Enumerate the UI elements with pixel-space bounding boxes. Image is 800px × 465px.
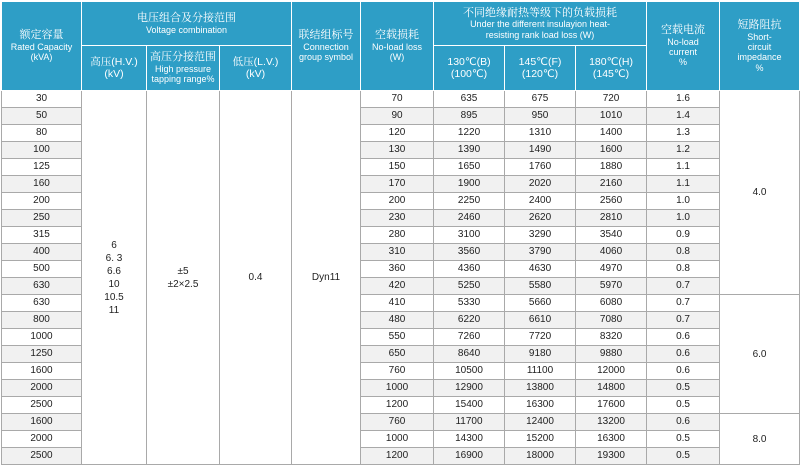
cell-load-loss-f: 2020	[505, 176, 576, 193]
cell-load-loss-h: 7080	[576, 312, 647, 329]
cell-rated-capacity: 2500	[2, 397, 82, 414]
cell-rated-capacity: 80	[2, 125, 82, 142]
cell-noload-loss: 650	[361, 346, 434, 363]
cell-load-loss-b: 635	[434, 91, 505, 108]
cell-rated-capacity: 100	[2, 142, 82, 159]
cell-load-loss-h: 14800	[576, 380, 647, 397]
cell-noload-loss: 280	[361, 227, 434, 244]
cell-noload-loss: 170	[361, 176, 434, 193]
cell-noload-loss: 70	[361, 91, 434, 108]
cell-noload-current: 1.4	[647, 108, 720, 125]
tap-value: ±5	[177, 265, 189, 277]
cell-load-loss-b: 2460	[434, 210, 505, 227]
cell-load-loss-b: 2250	[434, 193, 505, 210]
cell-load-loss-b: 12900	[434, 380, 505, 397]
cell-short-circuit-impedance: 8.0	[720, 414, 800, 465]
table-row	[2, 91, 800, 108]
cell-load-loss-h: 4970	[576, 261, 647, 278]
cell-load-loss-b: 1650	[434, 159, 505, 176]
hv-value: 11	[108, 304, 120, 316]
cell-load-loss-h: 9880	[576, 346, 647, 363]
cell-rated-capacity: 30	[2, 91, 82, 108]
cell-rated-capacity: 1600	[2, 363, 82, 380]
cell-noload-current: 1.1	[647, 176, 720, 193]
cell-load-loss-f: 3790	[505, 244, 576, 261]
cell-load-loss-f: 950	[505, 108, 576, 125]
cell-rated-capacity: 50	[2, 108, 82, 125]
header-load-loss: 不同绝缘耐热等级下的负载损耗 Under the different insulayion heat- resisting rank load loss (W)	[434, 2, 647, 46]
cell-load-loss-f: 6610	[505, 312, 576, 329]
cell-rated-capacity: 315	[2, 227, 82, 244]
cell-rated-capacity: 1600	[2, 414, 82, 431]
cell-load-loss-b: 16900	[434, 448, 505, 465]
cell-noload-current: 0.6	[647, 329, 720, 346]
header-class-h: 180℃(H) (145℃)	[576, 46, 647, 91]
cell-noload-current: 0.7	[647, 312, 720, 329]
cell-noload-current: 0.6	[647, 346, 720, 363]
header-noload-current: 空载电流 No-load current %	[647, 2, 720, 91]
cell-noload-current: 0.7	[647, 295, 720, 312]
cell-load-loss-h: 16300	[576, 431, 647, 448]
cell-noload-current: 0.5	[647, 380, 720, 397]
cell-noload-current: 0.7	[647, 278, 720, 295]
cell-rated-capacity: 2500	[2, 448, 82, 465]
cell-load-loss-f: 5580	[505, 278, 576, 295]
cell-rated-capacity: 1250	[2, 346, 82, 363]
cell-noload-loss: 1200	[361, 448, 434, 465]
header-lv: 低压(L.V.) (kV)	[220, 46, 292, 91]
hv-value: 10	[108, 278, 120, 290]
cell-noload-loss: 150	[361, 159, 434, 176]
cell-load-loss-f: 3290	[505, 227, 576, 244]
cell-rated-capacity: 250	[2, 210, 82, 227]
cell-noload-current: 0.8	[647, 244, 720, 261]
cell-tapping-range	[147, 91, 220, 465]
header-rated-capacity: 额定容量 Rated Capacity (kVA)	[2, 2, 82, 91]
cell-load-loss-b: 10500	[434, 363, 505, 380]
cell-noload-loss: 410	[361, 295, 434, 312]
cell-noload-current: 0.5	[647, 397, 720, 414]
table-body	[2, 91, 800, 465]
cell-rated-capacity: 1000	[2, 329, 82, 346]
hv-value: 6	[111, 239, 117, 251]
cell-noload-current: 1.0	[647, 193, 720, 210]
cell-noload-current: 0.6	[647, 363, 720, 380]
cell-load-loss-h: 17600	[576, 397, 647, 414]
cell-noload-loss: 230	[361, 210, 434, 227]
cell-rated-capacity: 2000	[2, 431, 82, 448]
cell-load-loss-h: 2810	[576, 210, 647, 227]
cell-load-loss-h: 19300	[576, 448, 647, 465]
cell-noload-loss: 360	[361, 261, 434, 278]
cell-noload-loss: 420	[361, 278, 434, 295]
cell-noload-current: 1.0	[647, 210, 720, 227]
cell-load-loss-f: 5660	[505, 295, 576, 312]
cell-noload-loss: 480	[361, 312, 434, 329]
cell-noload-current: 0.5	[647, 431, 720, 448]
cell-load-loss-f: 1310	[505, 125, 576, 142]
cell-load-loss-b: 895	[434, 108, 505, 125]
cell-noload-loss: 200	[361, 193, 434, 210]
cell-noload-loss: 1200	[361, 397, 434, 414]
hv-value: 10.5	[104, 291, 124, 303]
header-connection-group: 联结组标号 Connection group symbol	[292, 2, 361, 91]
cell-noload-current: 0.8	[647, 261, 720, 278]
cell-load-loss-f: 16300	[505, 397, 576, 414]
cell-load-loss-f: 7720	[505, 329, 576, 346]
cell-noload-loss: 1000	[361, 380, 434, 397]
cell-load-loss-f: 15200	[505, 431, 576, 448]
cell-rated-capacity: 2000	[2, 380, 82, 397]
cell-connection-group: Dyn11	[292, 91, 361, 465]
cell-noload-loss: 550	[361, 329, 434, 346]
cell-load-loss-h: 6080	[576, 295, 647, 312]
cell-load-loss-b: 6220	[434, 312, 505, 329]
cell-rated-capacity: 630	[2, 278, 82, 295]
cell-load-loss-h: 2560	[576, 193, 647, 210]
cell-load-loss-f: 1760	[505, 159, 576, 176]
cell-load-loss-h: 1400	[576, 125, 647, 142]
header-hv: 高压(H.V.) (kV)	[82, 46, 147, 91]
cell-load-loss-f: 2400	[505, 193, 576, 210]
cell-load-loss-f: 13800	[505, 380, 576, 397]
cell-noload-loss: 760	[361, 363, 434, 380]
cell-lv-value: 0.4	[220, 91, 292, 465]
cell-noload-current: 0.9	[647, 227, 720, 244]
cell-noload-loss: 310	[361, 244, 434, 261]
cell-load-loss-b: 1390	[434, 142, 505, 159]
cell-rated-capacity: 500	[2, 261, 82, 278]
cell-load-loss-b: 14300	[434, 431, 505, 448]
cell-noload-current: 0.5	[647, 448, 720, 465]
header-short-circuit-impedance: 短路阻抗 Short- circuit impedance %	[720, 2, 800, 91]
cell-load-loss-b: 3100	[434, 227, 505, 244]
cell-noload-loss: 760	[361, 414, 434, 431]
cell-noload-current: 1.1	[647, 159, 720, 176]
hv-value: 6.6	[107, 265, 121, 277]
cell-rated-capacity: 630	[2, 295, 82, 312]
cell-load-loss-b: 11700	[434, 414, 505, 431]
cell-load-loss-h: 1010	[576, 108, 647, 125]
cell-load-loss-b: 4360	[434, 261, 505, 278]
cell-noload-current: 1.3	[647, 125, 720, 142]
cell-rated-capacity: 800	[2, 312, 82, 329]
cell-rated-capacity: 125	[2, 159, 82, 176]
cell-load-loss-h: 5970	[576, 278, 647, 295]
cell-rated-capacity: 200	[2, 193, 82, 210]
cell-load-loss-h: 12000	[576, 363, 647, 380]
hv-value: 6. 3	[105, 252, 123, 264]
cell-load-loss-b: 7260	[434, 329, 505, 346]
cell-hv-values	[82, 91, 147, 465]
cell-noload-loss: 1000	[361, 431, 434, 448]
cell-load-loss-f: 9180	[505, 346, 576, 363]
cell-noload-current: 1.2	[647, 142, 720, 159]
cell-load-loss-b: 8640	[434, 346, 505, 363]
cell-rated-capacity: 160	[2, 176, 82, 193]
cell-load-loss-f: 12400	[505, 414, 576, 431]
cell-load-loss-b: 5250	[434, 278, 505, 295]
tap-value: ±2×2.5	[167, 278, 199, 290]
cell-load-loss-b: 5330	[434, 295, 505, 312]
cell-short-circuit-impedance: 4.0	[720, 91, 800, 295]
cell-load-loss-h: 8320	[576, 329, 647, 346]
cell-load-loss-h: 2160	[576, 176, 647, 193]
cell-load-loss-f: 4630	[505, 261, 576, 278]
cell-noload-loss: 130	[361, 142, 434, 159]
cell-short-circuit-impedance: 6.0	[720, 295, 800, 414]
cell-noload-current: 0.6	[647, 414, 720, 431]
header-class-b: 130℃(B) (100℃)	[434, 46, 505, 91]
cell-load-loss-h: 4060	[576, 244, 647, 261]
cell-noload-current: 1.6	[647, 91, 720, 108]
cell-load-loss-h: 1600	[576, 142, 647, 159]
cell-load-loss-b: 15400	[434, 397, 505, 414]
cell-load-loss-b: 3560	[434, 244, 505, 261]
cell-load-loss-f: 18000	[505, 448, 576, 465]
cell-load-loss-b: 1220	[434, 125, 505, 142]
cell-rated-capacity: 400	[2, 244, 82, 261]
cell-load-loss-f: 675	[505, 91, 576, 108]
cell-load-loss-f: 2620	[505, 210, 576, 227]
transformer-spec-table	[1, 1, 800, 465]
cell-load-loss-h: 1880	[576, 159, 647, 176]
header-voltage-combination: 电压组合及分接范围 Voltage combination	[82, 2, 292, 46]
cell-load-loss-f: 1490	[505, 142, 576, 159]
cell-load-loss-h: 3540	[576, 227, 647, 244]
cell-load-loss-b: 1900	[434, 176, 505, 193]
cell-load-loss-h: 720	[576, 91, 647, 108]
header-noload-loss: 空载损耗 No-load loss (W)	[361, 2, 434, 91]
cell-noload-loss: 120	[361, 125, 434, 142]
header-class-f: 145℃(F) (120℃)	[505, 46, 576, 91]
cell-noload-loss: 90	[361, 108, 434, 125]
cell-load-loss-f: 11100	[505, 363, 576, 380]
header-tapping-range: 高压分接范围 High pressure tapping range%	[147, 46, 220, 91]
cell-load-loss-h: 13200	[576, 414, 647, 431]
